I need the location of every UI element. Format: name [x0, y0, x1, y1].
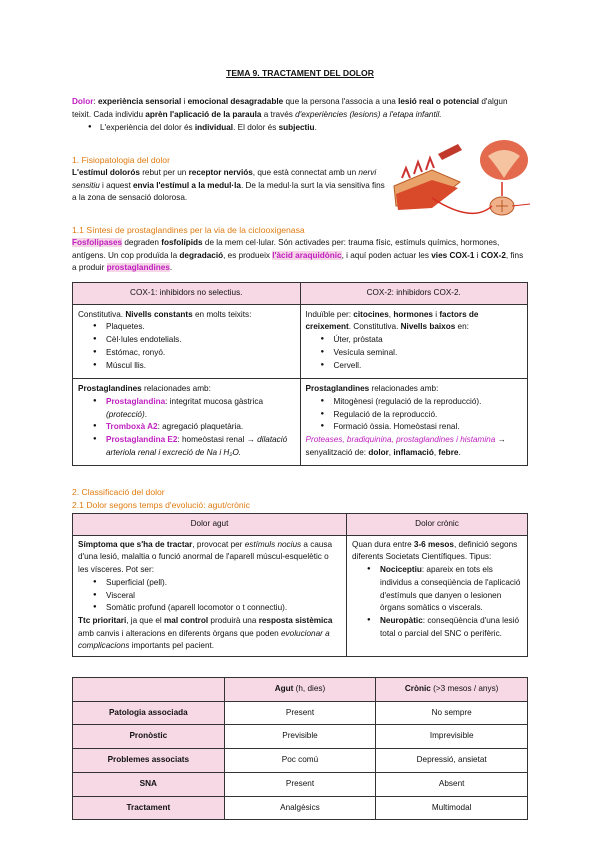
txt: subjectiu [278, 123, 315, 133]
txt: , [433, 447, 439, 457]
txt: Prostaglandina [106, 396, 166, 406]
table-row [73, 725, 528, 749]
txt: envia l'estímul a la medul·la [133, 180, 241, 190]
txt: , i aquí poden actuar les [341, 250, 432, 260]
list-item [78, 396, 295, 421]
list-item: ● Regulació de la reproducció. [306, 409, 523, 422]
row-label: Patologia associada [73, 701, 225, 725]
cox2-prostaglandins [300, 379, 528, 466]
txt: i aquest [99, 180, 133, 190]
txt: prostaglandines [106, 263, 170, 273]
txt: Nociceptiu [380, 565, 422, 575]
txt: Ttc prioritari [78, 615, 127, 625]
comparison-table-wrap [72, 677, 528, 820]
list-item [352, 564, 522, 615]
comp-empty-header [73, 678, 225, 702]
dolor-cronic-header: Dolor crònic [347, 514, 528, 536]
txt: i [432, 309, 440, 319]
cox2-description [300, 304, 528, 379]
txt: nervi sensitiu [72, 168, 377, 190]
txt: Fosfolipases [72, 238, 123, 247]
list-item: ● Superficial (pell). [78, 577, 341, 590]
cell-cronic: Depressió, ansietat [376, 749, 528, 773]
list-item: ● Vesícula seminal. [306, 347, 523, 360]
txt: lesió real o potencial [398, 97, 480, 106]
txt: d'algun teixit. Cada individu [72, 97, 508, 119]
txt: Neuropàtic [380, 615, 423, 625]
txt: que la persona l'associa a una [283, 97, 399, 106]
table-row [73, 701, 528, 725]
txt: 3-6 mesos [413, 539, 454, 549]
txt: Nivells baixos [400, 322, 456, 332]
txt: . El dolor és [233, 123, 279, 133]
cox-table [72, 282, 528, 466]
txt: aprèn l'aplicació de la paraula [145, 109, 262, 119]
txt: febre [438, 447, 459, 457]
txt: relacionades amb: [141, 384, 211, 394]
txt: relacionades amb: [369, 384, 439, 394]
txt: (protecció) [106, 409, 145, 419]
table-row [73, 772, 528, 796]
txt: : agregació plaquetària. [157, 422, 244, 432]
txt: produirà una [208, 615, 259, 625]
dolor-cronic-cell [347, 535, 528, 656]
txt: . [169, 263, 173, 273]
txt: , provocat per [192, 539, 245, 549]
section-1-1-paragraph [72, 237, 528, 275]
term-dolor: Dolor [72, 97, 94, 106]
txt: fosfolípids [161, 238, 203, 247]
txt: , [388, 447, 394, 457]
txt: , fins a produir [72, 250, 524, 273]
cell-agut: Analgèsics [224, 796, 376, 820]
txt: Tromboxà A2 [106, 422, 158, 432]
txt: , ja que el [126, 615, 165, 625]
txt: degraden [122, 238, 162, 247]
cell-cronic: Absent [376, 772, 528, 796]
table-row [73, 749, 528, 773]
txt: L'estímul dolorós [72, 168, 140, 177]
txt: Proteases, bradiquinina, prostaglandines i histamina [305, 435, 496, 445]
txt: Crònic [404, 684, 431, 693]
cell-agut: Poc comú [224, 749, 376, 773]
cox2-header: COX-2: inhibidors COX-2. [300, 283, 528, 305]
list-item [78, 434, 295, 459]
cell-cronic: No sempre [376, 701, 528, 725]
cell-cronic: Imprevisible [376, 725, 528, 749]
txt: de la mem cel·lular. Són activades per: trauma físic, estímuls químics, hormones, antígens. Un cop produïda la [72, 238, 500, 260]
txt: rebut per un [139, 168, 189, 177]
list-item: ● Cèl·lules endotelials. [78, 334, 295, 347]
txt: l'àcid araquidònic [272, 250, 342, 260]
section-2-heading: 2. Classificació del dolor [72, 487, 165, 497]
cox1-description [73, 304, 301, 379]
list-item: ● Mitogènesi (regulació de la reproducció). [306, 396, 523, 409]
txt: emocional desagradable [187, 97, 284, 106]
cox1-prostaglandins [73, 379, 301, 466]
txt: degradació [179, 250, 224, 260]
comp-cronic-header [376, 678, 528, 702]
list-item: ● Formació òssia. Homeòstasi renal. [306, 421, 523, 434]
txt: Constitutiva. [78, 309, 126, 319]
txt: COX-2 [480, 250, 506, 260]
txt: d'experiències (lesions) a l'etapa infantil. [295, 109, 442, 119]
intro-bullet [72, 122, 528, 135]
txt: experiència sensorial [97, 97, 182, 106]
cell-agut: Present [224, 701, 376, 725]
row-label: Pronòstic [73, 725, 225, 749]
list-item: ● Múscul llis. [78, 360, 295, 373]
list-item [352, 615, 522, 640]
dolor-agut-cell [73, 535, 347, 656]
txt: , [388, 309, 394, 319]
intro-paragraph: Dolor: experiència sensorial i emocional desagradable que la persona l'associa a una lesió real o potencial d'algun teixit. Cada individu aprèn l'aplicació de la paraula a través d'experiències (lesions) a l'etapa infantil. ● L'experiència del dolor és individual. El dolor és subjectiu. [72, 96, 528, 135]
txt: Nivells constants [125, 309, 193, 319]
document-title: TEMA 9. TRACTAMENT DEL DOLOR [226, 68, 374, 78]
txt: Prostaglandines [78, 384, 142, 394]
cox-table-wrap [72, 282, 528, 466]
txt: . [314, 123, 317, 133]
txt: , es produeix [223, 250, 273, 260]
section-1-1-heading: 1.1 Síntesi de prostaglandines per la via de la ciclooxigenasa [72, 225, 305, 235]
txt: , que està connectat amb un [252, 168, 359, 177]
dolor-table [72, 513, 528, 657]
cox1-header: COX-1: inhibidors no selectius. [73, 283, 301, 305]
txt: Agut [274, 684, 294, 693]
txt: evolucionar a complicacions [78, 628, 330, 651]
txt: en: [455, 322, 469, 332]
txt: i [181, 97, 188, 106]
list-item: ● Cervell. [306, 360, 523, 373]
txt: importants pel pacient. [129, 641, 215, 651]
txt: : apareix en tots els individus a conseqüència de l'aplicació d'estímuls que danyen o lesionen òrgans somàtics o viscerals. [380, 565, 521, 613]
txt: . [144, 409, 147, 419]
section-1-heading: 1. Fisiopatologia del dolor [72, 155, 170, 165]
txt: amb canvis i alteracions en diferents òrgans que poden [78, 628, 281, 638]
txt: dolor [368, 447, 389, 457]
txt: Prostaglandines [305, 384, 370, 394]
txt: i [474, 250, 481, 260]
list-item: ● Estómac, ronyó. [78, 347, 295, 360]
txt: mal control [164, 615, 209, 625]
txt: factors de creixement [305, 309, 479, 332]
txt: (>3 mesos / anys) [430, 684, 499, 693]
list-item [78, 421, 295, 434]
cell-agut: Previsible [224, 725, 376, 749]
txt: Símptoma que s'ha de tractar [78, 539, 193, 549]
txt: individual [194, 123, 234, 133]
txt: : integritat mucosa gàstrica [165, 396, 263, 406]
section-2-1-heading: 2.1 Dolor segons temps d'evolució: agut/crònic [72, 500, 250, 510]
section-1-paragraph [72, 167, 388, 205]
cell-cronic: Multimodal [376, 796, 528, 820]
txt: a través [261, 109, 296, 119]
txt: . De la medul·la surt la via sensitiva fins a la zona de sensació dolorosa. [72, 180, 385, 203]
txt: resposta sistèmica [258, 615, 333, 625]
dolor-agut-header: Dolor agut [73, 514, 347, 536]
txt: : conseqüència d'una lesió total o parcial del SNC o perifèric. [380, 615, 520, 638]
txt: inflamació [393, 447, 434, 457]
txt: : homeòstasi renal → [177, 435, 258, 445]
txt: Induïble per: [305, 309, 354, 319]
pain-pathway-illustration [392, 138, 532, 220]
txt: Prostaglandina E2 [106, 435, 178, 445]
comp-agut-header [224, 678, 376, 702]
txt: dilatació arteriola renal i excreció de Na i H₂O. [106, 435, 288, 457]
table-row [73, 796, 528, 820]
txt: receptor nerviós [188, 168, 253, 177]
txt: . [458, 447, 461, 457]
row-label: SNA [73, 772, 225, 796]
txt: L'experiència del dolor és [100, 123, 195, 133]
txt: → senyalització de: [305, 435, 506, 457]
txt: estímuls nocius [244, 539, 302, 549]
list-item: ● Plaquetes. [78, 321, 295, 334]
list-item: ● Úter, pròstata [306, 334, 523, 347]
txt: Quan dura entre [352, 539, 414, 549]
txt: en molts teixits: [192, 309, 252, 319]
txt: hormones [393, 309, 433, 319]
row-label: Problemes associats [73, 749, 225, 773]
dolor-table-wrap [72, 513, 528, 657]
txt: , definició segons diferents Societats Científiques. Tipus: [352, 539, 518, 562]
list-item: ● Visceral [78, 590, 341, 603]
txt: citocines [353, 309, 389, 319]
comparison-table [72, 677, 528, 820]
cell-agut: Present [224, 772, 376, 796]
txt: (h, dies) [293, 684, 326, 693]
txt: vies COX-1 [431, 250, 475, 260]
row-label: Tractament [73, 796, 225, 820]
txt: . Constitutiva. [348, 322, 401, 332]
list-item: ● Somàtic profund (aparell locomotor o t connectiu). [78, 602, 341, 615]
txt: a causa d'una lesió, malaltia o funció anormal de l'aparell múscul-esquelètic o les vísceres. Pot ser: [78, 539, 333, 575]
